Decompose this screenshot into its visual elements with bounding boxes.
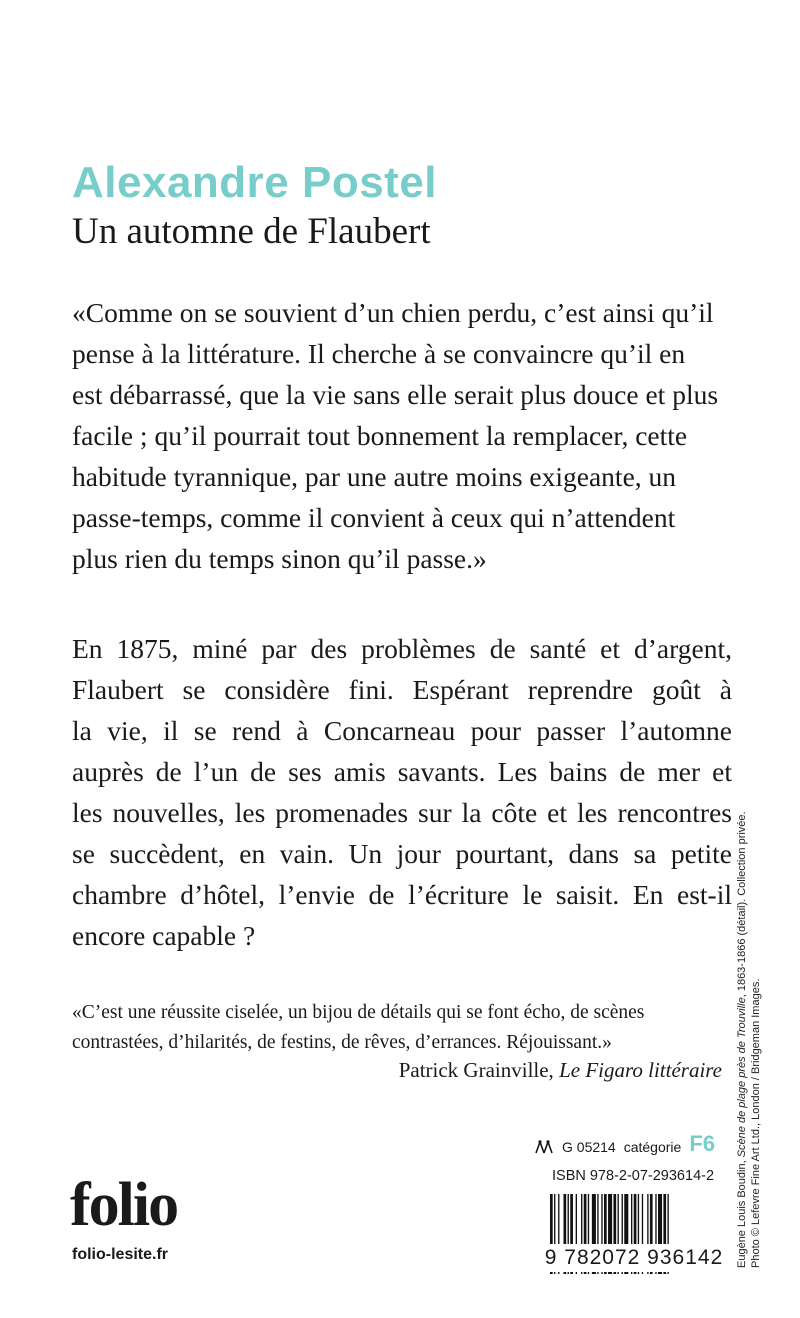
quote-line: «Comme on se souvient d’un chien perdu, c’est ainsi qu’il <box>72 297 714 328</box>
synopsis-line: encore capable ? <box>72 920 256 951</box>
synopsis-line: auprès de l’un de ses amis savants. Les bains de mer et <box>72 756 732 787</box>
barcode-digits: 9 782072 936142 <box>548 1244 720 1272</box>
credit-line-1: Eugène Louis Boudin, Scène de plage près de Trouville, 1863-1866 (détail). Collection privée. <box>736 811 748 1268</box>
synopsis-line: En 1875, miné par des problèmes de santé et d’argent, <box>72 633 732 664</box>
review-attribution <box>399 1058 722 1083</box>
author-name: Alexandre Postel <box>72 158 438 207</box>
review-line: «C’est une réussite ciselée, un bijou de détails qui se font écho, de scènes <box>72 1002 645 1023</box>
review-author: Patrick Grainville, <box>398 1058 554 1082</box>
image-credit <box>735 708 763 1268</box>
folio-emblem-icon <box>534 1139 554 1155</box>
review-source: Le Figaro littéraire <box>559 1058 722 1082</box>
synopsis <box>72 628 732 956</box>
book-title: Un automne de Flaubert <box>72 211 431 252</box>
quote-line: habitude tyrannique, par une autre moins exigeante, un <box>72 461 677 492</box>
synopsis-line: la vie, il se rend à Concarneau pour passer l’automne <box>72 715 732 746</box>
synopsis-line: chambre d’hôtel, l’envie de l’écriture le saisit. En est-il <box>72 879 732 910</box>
category-value: F6 <box>689 1131 715 1156</box>
quote-line: facile ; qu’il pourrait tout bonnement la remplacer, cette <box>72 420 688 451</box>
review-line: contrastées, d’hilarités, de festins, de rêves, d’errances. Réjouissant.» <box>72 1032 612 1053</box>
isbn: ISBN 978-2-07-293614-2 <box>552 1168 715 1184</box>
quote-line: pense à la littérature. Il cherche à se convaincre qu’il en <box>72 338 686 369</box>
category-label: catégorie <box>623 1139 682 1155</box>
catalog-code: G 05214 <box>562 1139 616 1155</box>
excerpt-quote <box>72 292 732 579</box>
synopsis-line: Flaubert se considère fini. Espérant reprendre goût à <box>72 674 732 705</box>
credit-line-2: Photo © Lefevre Fine Art Ltd., London / Bridgeman Images. <box>750 978 762 1268</box>
press-review <box>72 998 722 1058</box>
synopsis-line: se succèdent, en vain. Un jour pourtant, dans sa petite <box>72 838 732 869</box>
publisher-website: folio-lesite.fr <box>72 1246 169 1263</box>
quote-line: plus rien du temps sinon qu’il passe.» <box>72 543 487 574</box>
catalog-info <box>534 1133 715 1155</box>
quote-line: est débarrassé, que la vie sans elle serait plus douce et plus <box>72 379 719 410</box>
quote-line: passe-temps, comme il convient à ceux qui n’attendent <box>72 502 676 533</box>
synopsis-line: les nouvelles, les promenades sur la côte et les rencontres <box>72 797 732 828</box>
folio-logo: folio <box>70 1171 178 1239</box>
